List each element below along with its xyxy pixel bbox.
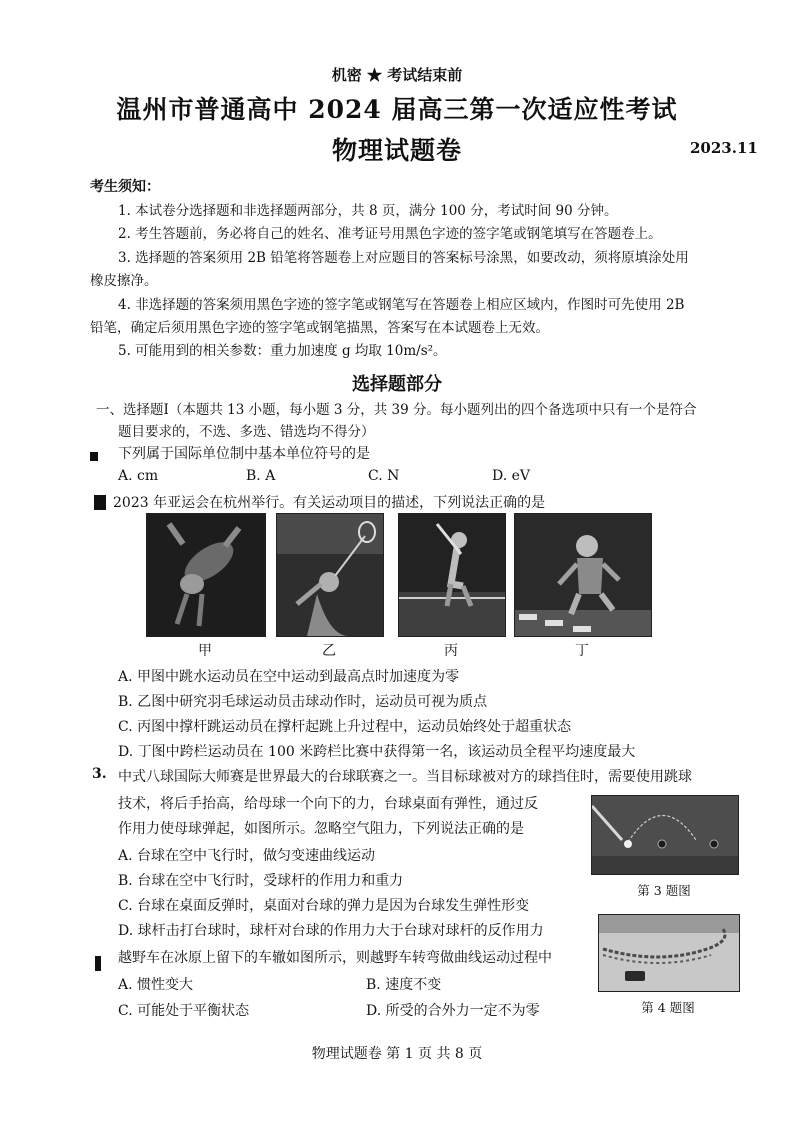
hurdles-photo — [514, 513, 652, 637]
page-footer: 物理试题卷 第 1 页 共 8 页 — [311, 1046, 483, 1062]
notice-item: 3. 选择题的答案须用 2B 铅笔将答题卷上对应题目的答案标号涂黑，如要改动，须将原填涂处用 — [118, 250, 689, 266]
notice-item: 5. 可能用到的相关参数：重力加速度 g 均取 10m/s²。 — [118, 343, 447, 359]
q2-stem: 2023 年亚运会在杭州举行。有关运动项目的描述，下列说法正确的是 — [113, 495, 546, 511]
diving-photo — [146, 513, 266, 637]
notice-item: 2. 考生答题前，务必将自己的姓名、准考证号用黑色字迹的签字笔或钢笔填写在答题卷上。 — [118, 226, 662, 242]
q4-option-c: C. 可能处于平衡状态 — [118, 1003, 250, 1019]
scan-mark — [94, 495, 106, 510]
q4-option-a: A. 惯性变大 — [118, 977, 194, 993]
track-figure — [598, 914, 740, 992]
photo-caption-ding: 丁 — [575, 643, 589, 659]
q3-number: 3. — [92, 766, 107, 782]
exam-subtitle: 物理试题卷 — [331, 136, 462, 165]
q2-option-c: C. 丙图中撑杆跳运动员在撑杆起跳上升过程中，运动员始终处于超重状态 — [118, 719, 572, 735]
photo-caption-yi: 乙 — [322, 643, 336, 659]
notice-item: 4. 非选择题的答案须用黑色字迹的签字笔或钢笔写在答题卷上相应区域内，作图时可先使用 2B — [118, 297, 685, 313]
scan-mark — [95, 956, 101, 971]
scan-mark — [90, 452, 98, 461]
exam-title: 温州市普通高中 2024 届高三第一次适应性考试 — [116, 95, 678, 124]
notice-item: 橡皮擦净。 — [90, 273, 158, 289]
q4-figure-caption: 第 4 题图 — [641, 1000, 695, 1015]
exam-date: 2023.11 — [690, 139, 758, 157]
q1-option-a: A. cm — [118, 468, 159, 484]
q2-option-a: A. 甲图中跳水运动员在空中运动到最高点时加速度为零 — [118, 669, 460, 685]
pole-vault-photo — [398, 513, 506, 637]
q3-stem-line: 中式八球国际大师赛是世界最大的台球联赛之一。当目标球被对方的球挡住时，需要使用跳球 — [118, 769, 692, 785]
q4-option-d: D. 所受的合外力一定不为零 — [366, 1003, 540, 1019]
q3-stem-line: 技术，将后手抬高，给母球一个向下的力，台球桌面有弹性，通过反 — [118, 796, 538, 812]
q4-option-b: B. 速度不变 — [366, 977, 442, 993]
section-intro: 一、选择题Ⅰ（本题共 13 小题，每小题 3 分，共 39 分。每小题列出的四个备选项中只有一个是符合 — [96, 402, 697, 418]
section-intro: 题目要求的，不选、多选、错选均不得分） — [118, 424, 375, 440]
billiard-figure — [591, 795, 739, 875]
q1-stem: 下列属于国际单位制中基本单位符号的是 — [118, 446, 370, 462]
q3-stem-line: 作用力使母球弹起，如图所示。忽略空气阻力，下列说法正确的是 — [118, 821, 524, 837]
notice-heading: 考生须知： — [90, 179, 160, 195]
q4-stem: 越野车在冰原上留下的车辙如图所示，则越野车转弯做曲线运动过程中 — [118, 950, 552, 966]
section-title: 选择题部分 — [352, 374, 442, 395]
confidential-label: 机密 ★ 考试结束前 — [331, 66, 463, 84]
q3-option-b: B. 台球在空中飞行时，受球杆的作用力和重力 — [118, 873, 404, 889]
q1-option-c: C. N — [368, 468, 400, 484]
q3-option-a: A. 台球在空中飞行时，做匀变速曲线运动 — [118, 848, 376, 864]
q1-option-b: B. A — [246, 468, 276, 484]
photo-caption-jia: 甲 — [198, 643, 212, 659]
notice-item: 1. 本试卷分选择题和非选择题两部分，共 8 页，满分 100 分，考试时间 90 分钟。 — [118, 203, 618, 219]
notice-item: 铅笔，确定后须用黑色字迹的签字笔或钢笔描黑，答案写在本试题卷上无效。 — [90, 320, 549, 336]
q2-option-b: B. 乙图中研究羽毛球运动员击球动作时，运动员可视为质点 — [118, 694, 488, 710]
q3-figure-caption: 第 3 题图 — [637, 883, 691, 898]
badminton-photo — [276, 513, 384, 637]
q2-option-d: D. 丁图中跨栏运动员在 100 米跨栏比赛中获得第一名，该运动员全程平均速度最大 — [118, 744, 636, 760]
q3-option-c: C. 台球在桌面反弹时，桌面对台球的弹力是因为台球发生弹性形变 — [118, 898, 530, 914]
q3-option-d: D. 球杆击打台球时，球杆对台球的作用力大于台球对球杆的反作用力 — [118, 923, 544, 939]
q1-option-d: D. eV — [492, 468, 531, 484]
photo-caption-bing: 丙 — [444, 643, 458, 659]
